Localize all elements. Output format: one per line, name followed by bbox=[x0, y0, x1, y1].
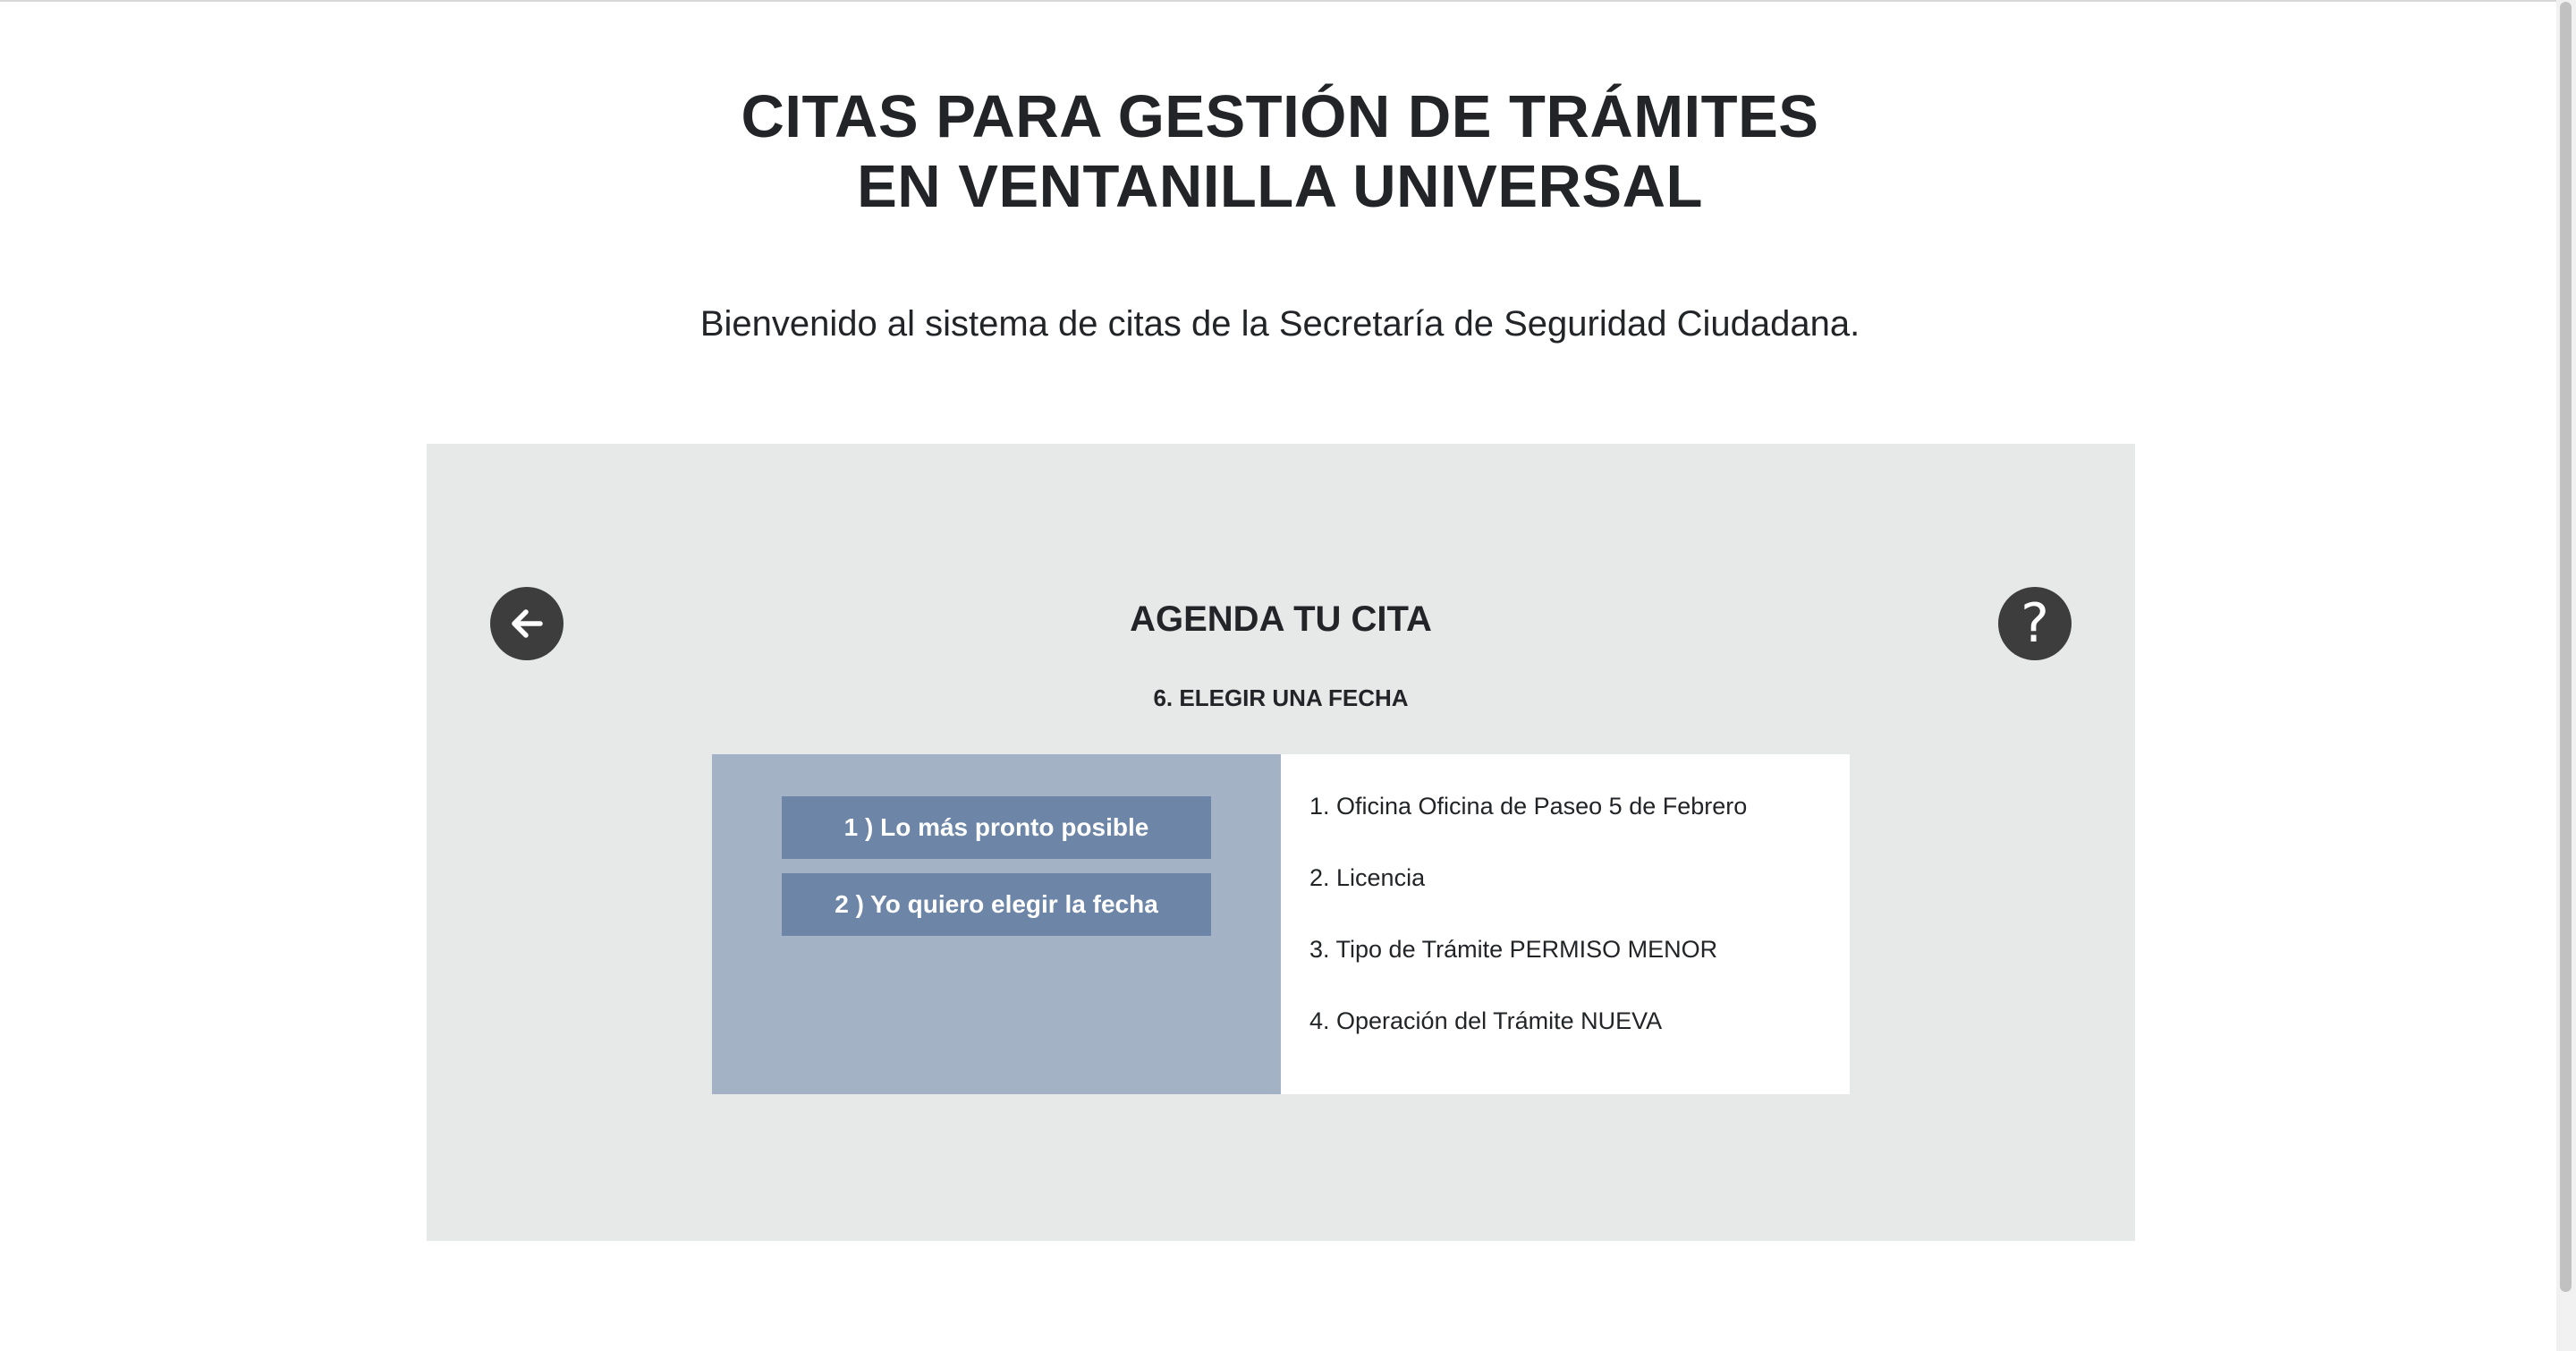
top-border bbox=[0, 0, 2576, 2]
page-title-line-2: EN VENTANILLA UNIVERSAL bbox=[857, 153, 1703, 220]
question-mark-icon: ? bbox=[2021, 592, 2049, 655]
summary-item-procedure-type: 3. Tipo de Trámite PERMISO MENOR bbox=[1309, 936, 1718, 963]
welcome-message: Bienvenido al sistema de citas de la Secretaría de Seguridad Ciudadana. bbox=[699, 304, 1860, 344]
summary-item-operation: 4. Operación del Trámite NUEVA bbox=[1309, 1007, 1663, 1034]
scrollbar-thumb[interactable] bbox=[2560, 2, 2572, 1292]
choose-date-option-button[interactable]: 2 ) Yo quiero elegir la fecha bbox=[782, 873, 1211, 936]
summary-item-office: 1. Oficina Oficina de Paseo 5 de Febrero bbox=[1309, 793, 1748, 820]
summary-item-service: 2. Licencia bbox=[1309, 864, 1426, 891]
asap-option-button[interactable]: 1 ) Lo más pronto posible bbox=[782, 796, 1211, 859]
page-title-line-1: CITAS PARA GESTIÓN DE TRÁMITES bbox=[741, 83, 1819, 150]
appointment-panel bbox=[427, 444, 2135, 1241]
panel-title: AGENDA TU CITA bbox=[1130, 599, 1432, 639]
step-title: 6. ELEGIR UNA FECHA bbox=[1153, 684, 1409, 711]
selection-summary bbox=[1281, 754, 1850, 1094]
date-options bbox=[712, 754, 1281, 1094]
help-button[interactable] bbox=[1998, 587, 2072, 660]
page-title bbox=[0, 82, 2560, 222]
vertical-scrollbar[interactable] bbox=[2556, 0, 2576, 1351]
